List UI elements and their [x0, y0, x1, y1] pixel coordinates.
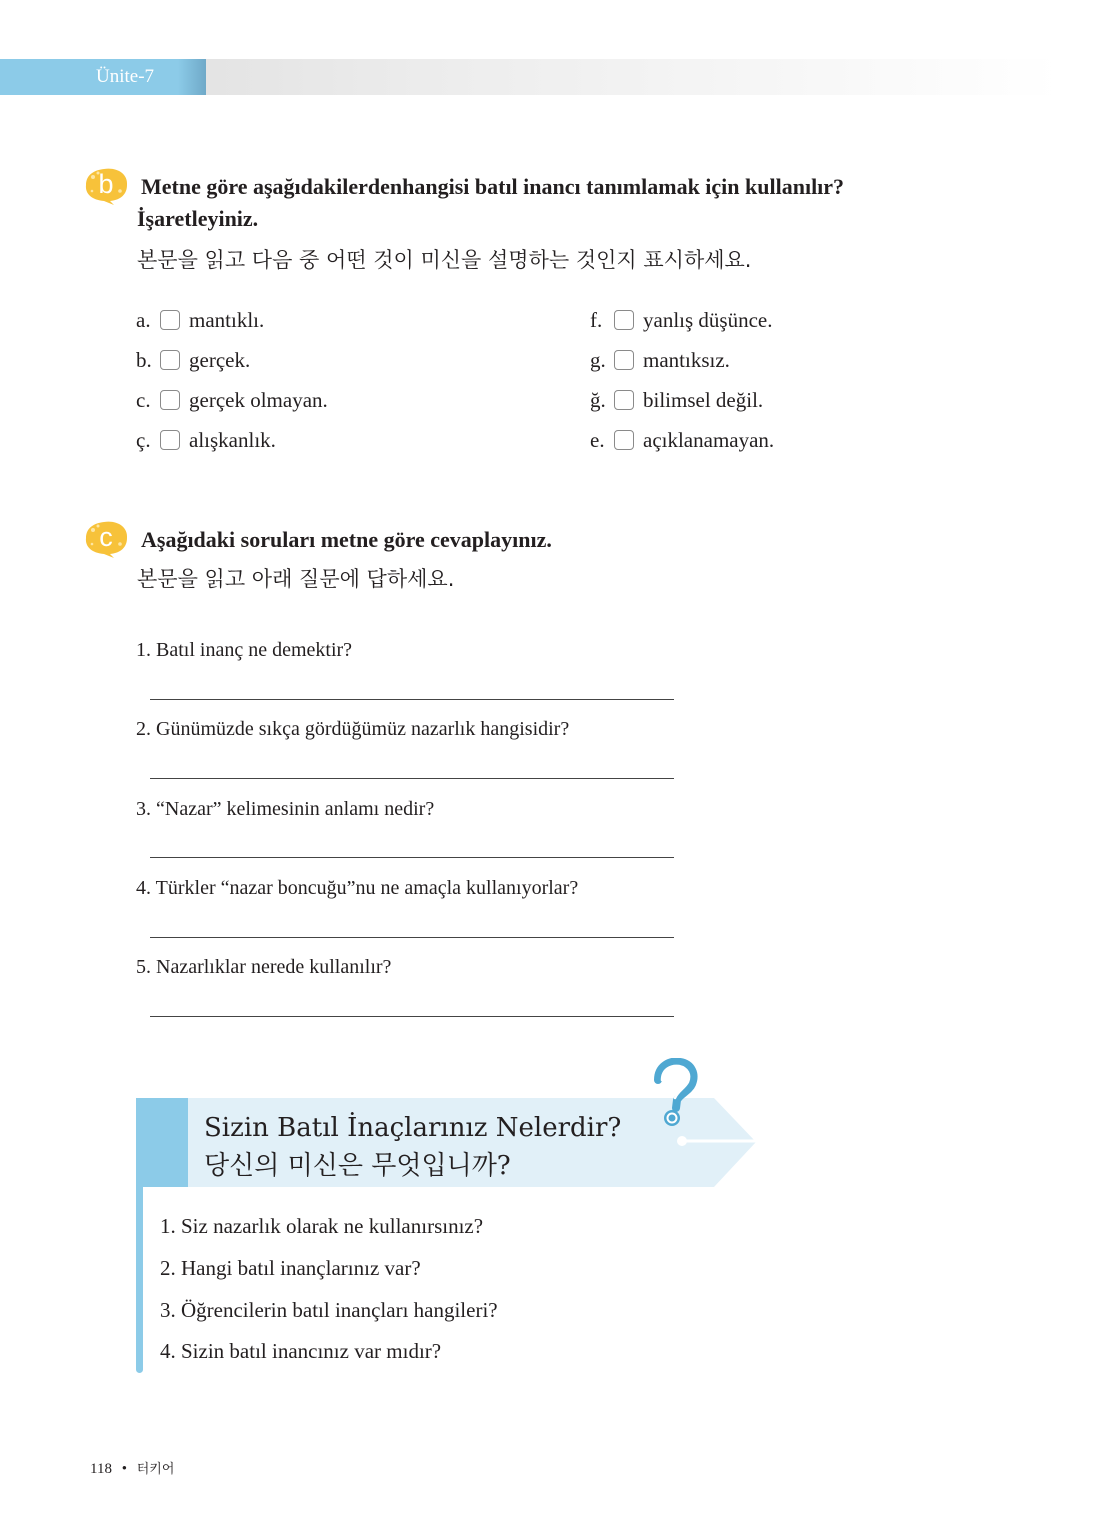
unit-label: Ünite-7 — [96, 66, 155, 87]
option-text: açıklanamayan. — [643, 427, 775, 452]
question-3: 3. “Nazar” kelimesinin anlamı nedir? — [136, 798, 435, 820]
option-checkbox[interactable] — [614, 430, 634, 450]
option-checkbox[interactable] — [614, 350, 634, 370]
right-options-list — [590, 306, 774, 454]
option-letter: ç. — [136, 427, 151, 452]
option-text: gerçek olmayan. — [189, 387, 328, 412]
option-checkbox[interactable] — [160, 390, 180, 410]
option-letter: a. — [136, 307, 151, 332]
option-letter: e. — [590, 427, 605, 452]
question-5: 5. Nazarlıklar nerede kullanılır? — [136, 956, 392, 978]
answer-line-3[interactable] — [150, 857, 674, 858]
discussion-item-2: 2. Hangi batıl inançlarınız var? — [160, 1256, 421, 1280]
option-text: yanlış düşünce. — [643, 307, 773, 332]
book-title: 터키어 — [136, 1462, 175, 1477]
answer-line-2[interactable] — [150, 778, 674, 779]
discussion-item-1: 1. Siz nazarlık olarak ne kullanırsınız? — [160, 1214, 484, 1238]
option-checkbox[interactable] — [160, 310, 180, 330]
question-2: 2. Günümüzde sıkça gördüğümüz nazarlık hangisidir? — [136, 718, 570, 740]
answer-line-1[interactable] — [150, 699, 674, 700]
option-f[interactable] — [590, 306, 774, 334]
answer-line-5[interactable] — [150, 1016, 674, 1017]
page-number: 118 — [90, 1461, 112, 1477]
option-text: bilimsel değil. — [643, 387, 764, 412]
option-text: mantıklı. — [189, 307, 265, 332]
section-c-badge — [84, 520, 134, 558]
question-4: 4. Türkler “nazar boncuğu”nu ne amaçla kullanıyorlar? — [136, 877, 579, 899]
option-g-breve[interactable] — [590, 386, 774, 414]
answer-line-4[interactable] — [150, 937, 674, 938]
unit-tab-edge — [178, 59, 206, 95]
question-mark-icon — [648, 1058, 700, 1134]
option-checkbox[interactable] — [614, 390, 634, 410]
question-1: 1. Batıl inanç ne demektir? — [136, 639, 353, 661]
option-letter: ğ. — [590, 387, 606, 412]
option-checkbox[interactable] — [614, 310, 634, 330]
discussion-left-bar — [136, 1098, 143, 1373]
option-c-cedilla[interactable] — [136, 426, 328, 454]
section-b-title-line2: İşaretleyiniz. — [137, 206, 259, 231]
option-checkbox[interactable] — [160, 430, 180, 450]
discussion-subtitle: 당신의 미신은 무엇입니까? — [204, 1151, 511, 1181]
section-b-badge — [84, 167, 134, 205]
option-text: gerçek. — [189, 347, 251, 372]
option-b[interactable] — [136, 346, 328, 374]
option-e[interactable] — [590, 426, 774, 454]
option-letter: c. — [136, 387, 151, 412]
option-text: alışkanlık. — [189, 427, 276, 452]
option-letter: g. — [590, 347, 606, 372]
page-footer — [90, 1458, 174, 1478]
option-letter: f. — [590, 307, 603, 332]
option-letter: b. — [136, 347, 152, 372]
discussion-item-3: 3. Öğrencilerin batıl inançları hangileri? — [160, 1298, 498, 1322]
option-a[interactable] — [136, 306, 328, 334]
option-g[interactable] — [590, 346, 774, 374]
discussion-title: Sizin Batıl İnaçlarınız Nelerdir? — [204, 1113, 622, 1143]
section-c-title: Aşağıdaki soruları metne göre cevaplayınız. — [141, 527, 552, 552]
section-b-subtitle: 본문을 읽고 다음 중 어떤 것이 미신을 설명하는 것인지 표시하세요. — [137, 248, 752, 272]
option-text: mantıksız. — [643, 347, 730, 372]
option-checkbox[interactable] — [160, 350, 180, 370]
section-b-title-line1: Metne göre aşağıdakilerdenhangisi batıl inancı tanımlamak için kullanılır? — [141, 174, 845, 199]
discussion-item-4: 4. Sizin batıl inancınız var mıdır? — [160, 1339, 442, 1363]
section-b-letter: b — [98, 169, 114, 199]
left-options-list — [136, 306, 328, 454]
footer-separator: • — [121, 1461, 127, 1477]
section-c-letter: c — [99, 522, 113, 552]
section-c-subtitle: 본문을 읽고 아래 질문에 답하세요. — [137, 567, 455, 591]
option-c[interactable] — [136, 386, 328, 414]
